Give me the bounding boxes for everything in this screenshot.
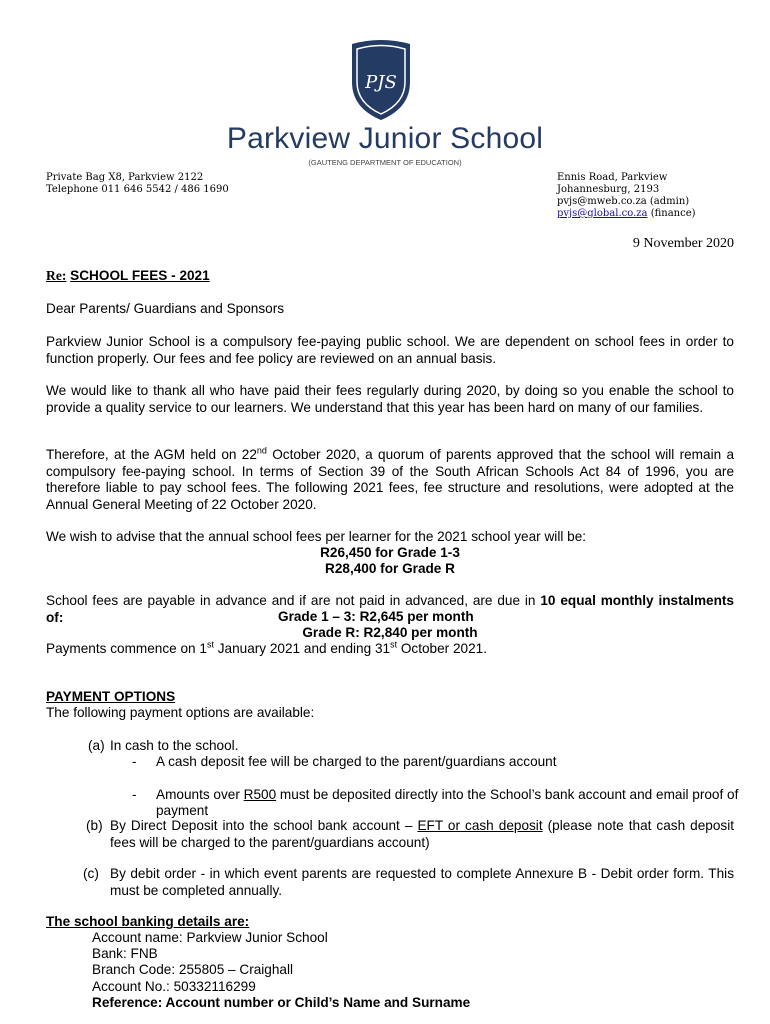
option-b-text: By Direct Deposit into the school bank account – EFT or cash deposit (please note that cash deposit fees will be charged to the parent/guardians account) xyxy=(110,818,735,850)
banking-heading: The school banking details are: xyxy=(46,914,250,929)
payment-period: Payments commence on 1st January 2021 and ending 31st October 2021. xyxy=(46,639,488,656)
finance-email-link[interactable]: pvjs@global.co.za xyxy=(557,208,648,219)
monthly-grade-r: Grade R: R2,840 per month xyxy=(302,625,478,640)
finance-label: (finance) xyxy=(650,208,696,219)
payment-options-heading: PAYMENT OPTIONS xyxy=(46,689,176,704)
fee-grade-r: R28,400 for Grade R xyxy=(325,561,455,576)
re-line xyxy=(46,268,210,284)
admin-label: (admin) xyxy=(649,196,690,207)
account-name: Account name: Parkview Junior School xyxy=(92,930,328,945)
postal-address xyxy=(46,172,229,196)
bank-name: Bank: FNB xyxy=(92,946,158,962)
paragraph-intro: Parkview Junior School is a compulsory fee-paying public school. We are dependent on school fees in order to function properly. Our fees and fee policy are reviewed on an annual basis. xyxy=(46,334,734,366)
option-b-label: (b) xyxy=(86,818,103,833)
re-prefix: Re: xyxy=(46,268,67,283)
option-a-bullet-2: - Amounts over R500 must be deposited directly into the School’s bank account and email proof of payment xyxy=(132,787,758,820)
payment-options-intro: The following payment options are available: xyxy=(46,705,315,720)
postal-line: Private Bag X8, Parkview 2122 xyxy=(46,172,204,183)
crest-monogram: PJS xyxy=(365,72,397,93)
paragraph-instalments: School fees are payable in advance and if are not paid in advanced, are due in 10 equal monthly instalments of: xyxy=(46,593,734,625)
street-line: Ennis Road, Parkview xyxy=(557,172,668,183)
option-a-text: In cash to the school. xyxy=(110,738,239,753)
letter-date: 9 November 2020 xyxy=(632,236,734,251)
paragraph-thanks: We would like to thank all who have paid their fees regularly during 2020, by doing so you enable the school to provide a quality service to our learners. We understand that this year has been hard on many of our families. xyxy=(46,383,734,415)
fee-grade-1-3: R26,450 for Grade 1-3 xyxy=(320,545,460,560)
city-line: Johannesburg, 2193 xyxy=(557,184,660,195)
re-subject: SCHOOL FEES - 2021 xyxy=(70,268,210,283)
option-c-label: (c) xyxy=(83,866,99,881)
department-label: (GAUTENG DEPARTMENT OF EDUCATION) xyxy=(308,158,462,167)
paragraph-fees-intro: We wish to advise that the annual school fees per learner for the 2021 school year will be: xyxy=(46,529,587,544)
option-c-text: By debit order - in which event parents are requested to complete Annexure B - Debit order form. This must be completed annually. xyxy=(110,866,734,898)
admin-email[interactable]: pvjs@mweb.co.za xyxy=(557,196,647,207)
option-a-label: (a) xyxy=(88,738,105,753)
account-number: Account No.: 50332116299 xyxy=(92,978,256,994)
banking-details xyxy=(92,930,732,1011)
street-address xyxy=(557,172,696,220)
payment-reference: Reference: Account number or Child’s Name and Surname xyxy=(92,994,471,1010)
school-name: Parkview Junior School xyxy=(226,122,544,155)
monthly-grade-1-3: Grade 1 – 3: R2,645 per month xyxy=(278,609,474,624)
option-a-bullet-1: - A cash deposit fee will be charged to the parent/guardians account xyxy=(132,754,758,771)
branch-code: Branch Code: 255805 – Craighall xyxy=(92,962,294,978)
paragraph-agm: Therefore, at the AGM held on 22nd October 2020, a quorum of parents approved that the school will remain a compulsory fee-paying school. In terms of Section 39 of the South African Schools Act 84 of 1996, you are therefore liable to pay school fees. The following 2021 fees, fee structure and resolutions, were adopted at the Annual General Meeting of 22 October 2020. xyxy=(46,445,735,512)
salutation: Dear Parents/ Guardians and Sponsors xyxy=(46,301,285,316)
school-crest-logo xyxy=(348,38,414,122)
telephone-line: Telephone 011 646 5542 / 486 1690 xyxy=(46,184,229,195)
